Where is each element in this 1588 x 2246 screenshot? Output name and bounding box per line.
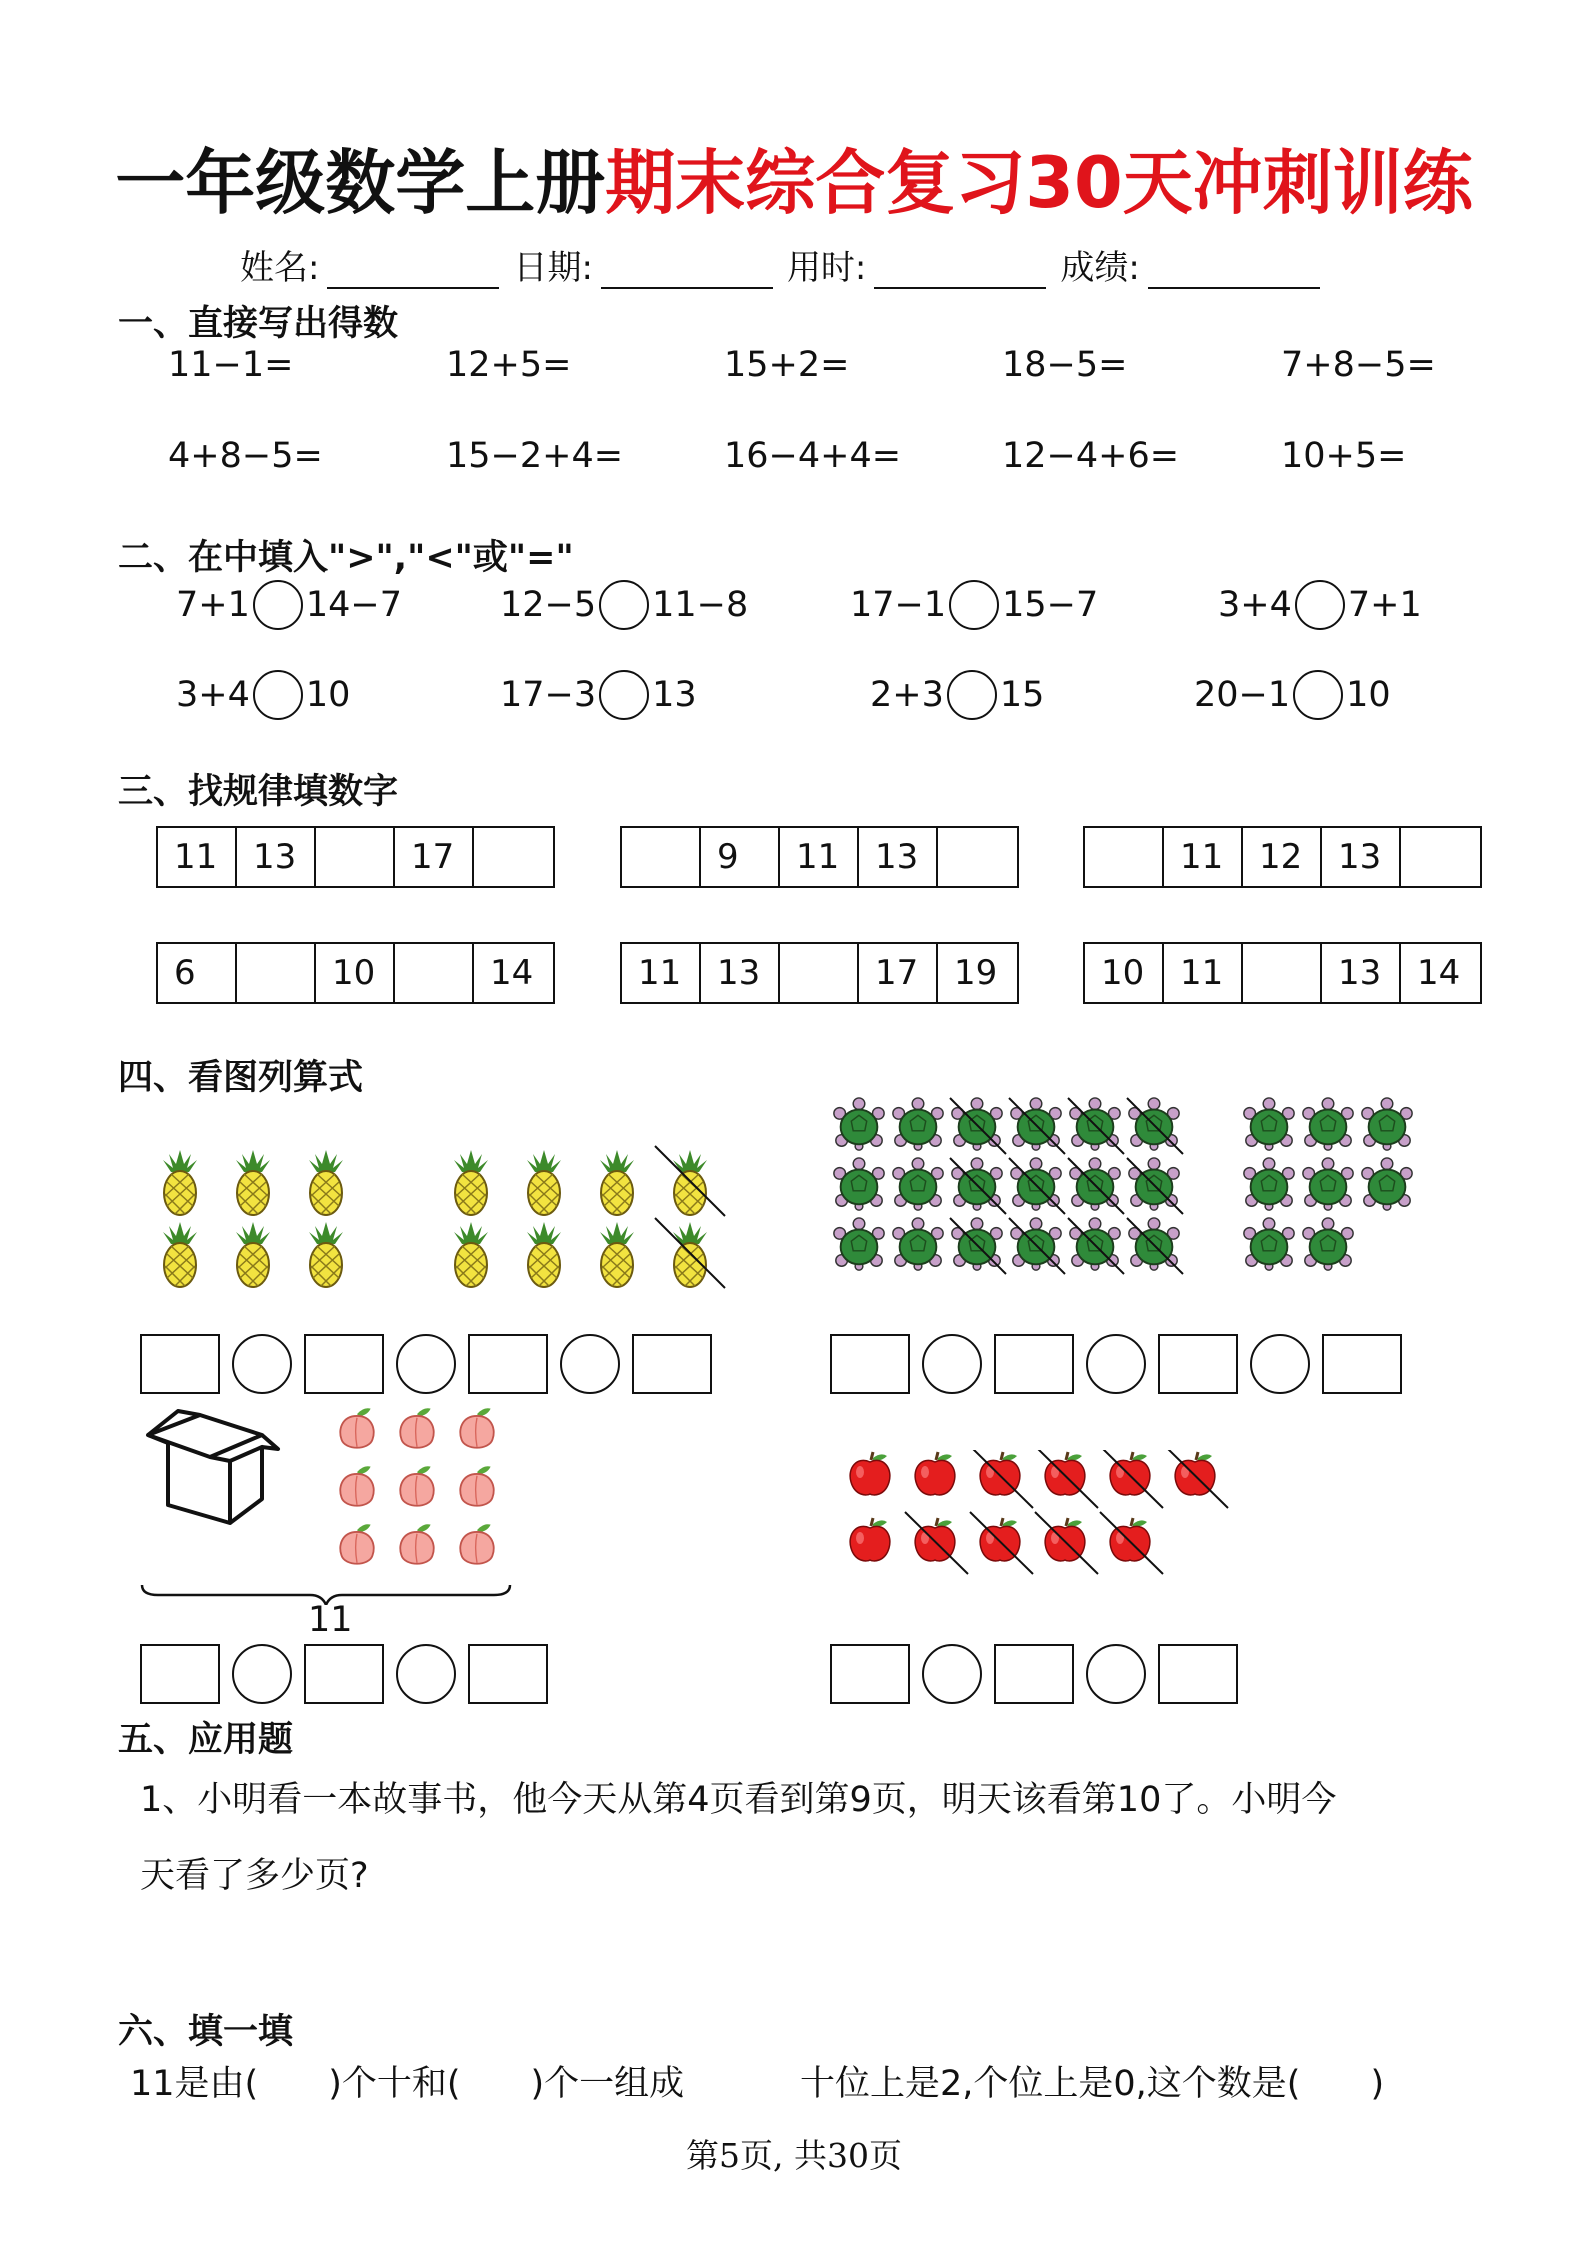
word-problem-line-2: 天看了多少页?	[140, 1856, 369, 1896]
answer-box[interactable]	[140, 1644, 220, 1704]
sequence-cell: 10	[1085, 944, 1164, 1002]
section-2-heading: 二、在中填入">","<"或"="	[118, 538, 574, 578]
compare-item: 7+1 14−7	[176, 580, 402, 630]
answer-box[interactable]	[468, 1334, 548, 1394]
answer-box[interactable]	[140, 1334, 220, 1394]
date-label: 日期:	[513, 248, 593, 288]
compare-item: 17−1 15−7	[850, 580, 1098, 630]
compare-circle[interactable]	[599, 580, 649, 630]
pineapple-icon	[673, 1150, 707, 1215]
sequence-cell: 11	[1164, 828, 1243, 886]
pineapple-icon	[454, 1222, 488, 1287]
peach-icon	[400, 1524, 434, 1563]
operator-circle[interactable]	[1086, 1334, 1146, 1394]
operator-circle[interactable]	[396, 1334, 456, 1394]
peach-icon	[340, 1524, 374, 1563]
operator-circle[interactable]	[232, 1644, 292, 1704]
compare-item: 2+3 15	[870, 670, 1044, 720]
turtle-group-right	[1244, 1098, 1412, 1270]
operator-circle[interactable]	[560, 1334, 620, 1394]
answer-box[interactable]	[830, 1334, 910, 1394]
operator-circle[interactable]	[922, 1644, 982, 1704]
sequence-cell: 17	[395, 828, 474, 886]
apple-picture	[845, 1450, 1245, 1590]
turtle-icon	[1303, 1098, 1353, 1150]
calc-item: 15+2=	[724, 345, 850, 385]
compare-item: 3+4 10	[176, 670, 350, 720]
answer-box[interactable]	[1158, 1334, 1238, 1394]
peach-icon	[340, 1408, 374, 1447]
section-4-heading: 四、看图列算式	[118, 1058, 364, 1098]
peach-icon	[340, 1466, 374, 1505]
sequence-row	[620, 826, 1019, 888]
pineapple-icon	[236, 1150, 270, 1215]
peach-icon	[400, 1408, 434, 1447]
operator-circle[interactable]	[922, 1334, 982, 1394]
peach-icon	[460, 1466, 494, 1505]
sequence-cell: 17	[859, 944, 938, 1002]
turtle-icon	[893, 1098, 943, 1150]
operator-circle[interactable]	[1086, 1644, 1146, 1704]
box-icon	[148, 1411, 278, 1523]
calc-item: 4+8−5=	[168, 436, 323, 476]
calc-item: 11−1=	[168, 345, 294, 385]
sequence-cell: 11	[1164, 944, 1243, 1002]
sequence-cell: 13	[859, 828, 938, 886]
calc-item: 18−5=	[1002, 345, 1128, 385]
compare-circle[interactable]	[253, 580, 303, 630]
compare-circle[interactable]	[947, 670, 997, 720]
turtle-icon	[834, 1218, 884, 1270]
apple-icon	[850, 1518, 890, 1561]
answer-box[interactable]	[304, 1644, 384, 1704]
score-field[interactable]	[1148, 255, 1320, 289]
sequence-cell: 13	[1322, 944, 1401, 1002]
sequence-row	[1083, 942, 1482, 1004]
sequence-row	[1083, 826, 1482, 888]
title-red: 期末综合复习30天冲刺训练	[605, 142, 1473, 224]
answer-box[interactable]	[632, 1334, 712, 1394]
brace-total: 11	[308, 1600, 353, 1640]
sequence-cell: 13	[1322, 828, 1401, 886]
sequence-cell: 11	[780, 828, 859, 886]
turtle-icon	[834, 1098, 884, 1150]
calc-item: 16−4+4=	[724, 436, 902, 476]
calc-item: 15−2+4=	[446, 436, 624, 476]
sequence-blank[interactable]	[938, 828, 1017, 886]
sequence-blank[interactable]	[474, 828, 553, 886]
turtle-icon	[834, 1158, 884, 1210]
equation-boxes-apple	[830, 1643, 1238, 1705]
time-field[interactable]	[874, 255, 1046, 289]
pineapple-icon	[163, 1150, 197, 1215]
sequence-cell: 19	[954, 953, 998, 993]
turtle-icon	[1362, 1158, 1412, 1210]
answer-box[interactable]	[1158, 1644, 1238, 1704]
compare-item: 12−5 11−8	[500, 580, 748, 630]
peach-picture	[138, 1405, 518, 1605]
apple-icon	[850, 1452, 890, 1495]
sequence-blank[interactable]	[316, 828, 395, 886]
turtle-icon	[1303, 1218, 1353, 1270]
turtle-icon	[1303, 1158, 1353, 1210]
title-black: 一年级数学上册	[115, 142, 606, 224]
sequence-cell: 13	[237, 828, 316, 886]
operator-circle[interactable]	[232, 1334, 292, 1394]
sequence-blank[interactable]	[237, 944, 316, 1002]
peach-icon	[400, 1466, 434, 1505]
sequence-row	[620, 942, 1019, 1004]
turtle-picture	[830, 1096, 1430, 1286]
pineapple-icon	[673, 1222, 707, 1287]
turtle-icon	[1362, 1098, 1412, 1150]
section-3-heading: 三、找规律填数字	[118, 772, 399, 812]
answer-box[interactable]	[994, 1644, 1074, 1704]
compare-item: 20−1 10	[1194, 670, 1391, 720]
sequence-cell: 13	[701, 944, 780, 1002]
turtle-icon	[1244, 1158, 1294, 1210]
turtle-icon	[893, 1218, 943, 1270]
compare-circle[interactable]	[599, 670, 649, 720]
pineapple-icon	[527, 1222, 561, 1287]
peach-icon	[460, 1524, 494, 1563]
compare-circle[interactable]	[253, 670, 303, 720]
pineapple-icon	[236, 1222, 270, 1287]
answer-box[interactable]	[830, 1644, 910, 1704]
apple-icon	[915, 1452, 955, 1495]
pineapple-icon	[527, 1150, 561, 1215]
compare-circle[interactable]	[949, 580, 999, 630]
pineapple-icon	[454, 1150, 488, 1215]
turtle-icon	[1244, 1218, 1294, 1270]
sequence-blank[interactable]	[622, 828, 701, 886]
peach-icon	[460, 1408, 494, 1447]
name-label: 姓名:	[240, 248, 320, 288]
pineapple-icon	[600, 1150, 634, 1215]
name-field[interactable]	[327, 255, 499, 289]
page-footer: 第5页, 共30页	[686, 2136, 902, 2175]
pineapple-icon	[309, 1150, 343, 1215]
operator-circle[interactable]	[1250, 1334, 1310, 1394]
answer-box[interactable]	[1322, 1334, 1402, 1394]
pineapple-icon	[600, 1222, 634, 1287]
page-title	[0, 138, 1588, 228]
answer-box[interactable]	[304, 1334, 384, 1394]
section-5-heading: 五、应用题	[118, 1720, 294, 1760]
sequence-row	[156, 942, 555, 1004]
sequence-cell: 11	[622, 944, 701, 1002]
section-6-heading: 六、填一填	[118, 2012, 294, 2052]
calc-item: 7+8−5=	[1281, 345, 1436, 385]
student-info	[240, 240, 1334, 289]
date-field[interactable]	[601, 255, 773, 289]
compare-item: 17−3 13	[500, 670, 697, 720]
operator-circle[interactable]	[396, 1644, 456, 1704]
sequence-cell: 11	[158, 828, 237, 886]
compare-circle[interactable]	[1293, 670, 1343, 720]
sequence-blank[interactable]	[395, 944, 474, 1002]
fill-question-1: 11是由( )个十和( )个一组成	[130, 2064, 685, 2104]
section-1-heading: 一、直接写出得数	[118, 304, 399, 344]
answer-box[interactable]	[994, 1334, 1074, 1394]
sequence-cell: 14	[1417, 953, 1461, 993]
calc-item: 12+5=	[446, 345, 572, 385]
equation-boxes-turtle	[830, 1333, 1402, 1395]
pineapple-icon	[309, 1222, 343, 1287]
sequence-cell: 10	[316, 944, 395, 1002]
turtle-icon	[1244, 1098, 1294, 1150]
sequence-blank[interactable]	[1085, 828, 1164, 886]
compare-circle[interactable]	[1295, 580, 1345, 630]
sequence-cell: 6	[158, 944, 237, 1002]
sequence-blank[interactable]	[1401, 828, 1480, 886]
fill-question-2: 十位上是2,个位上是0,这个数是( )	[800, 2064, 1385, 2104]
sequence-cell: 12	[1243, 828, 1322, 886]
equation-boxes-peach	[140, 1643, 548, 1705]
score-label: 成绩:	[1060, 248, 1140, 288]
word-problem-line-1: 1、小明看一本故事书，他今天从第4页看到第9页，明天该看第10了。小明今	[140, 1780, 1337, 1820]
calc-item: 12−4+6=	[1002, 436, 1180, 476]
calc-item: 10+5=	[1281, 436, 1407, 476]
equation-boxes-pineapple	[140, 1333, 712, 1395]
sequence-cell: 14	[490, 953, 534, 993]
time-label: 用时:	[786, 248, 867, 288]
sequence-row	[156, 826, 555, 888]
answer-box[interactable]	[468, 1644, 548, 1704]
sequence-blank[interactable]	[1243, 944, 1322, 1002]
turtle-icon	[893, 1158, 943, 1210]
compare-item: 3+4 7+1	[1218, 580, 1422, 630]
pineapple-picture	[140, 1100, 740, 1300]
sequence-cell: 9	[701, 828, 780, 886]
sequence-blank[interactable]	[780, 944, 859, 1002]
pineapple-icon	[163, 1222, 197, 1287]
turtle-group-left	[834, 1098, 1179, 1270]
